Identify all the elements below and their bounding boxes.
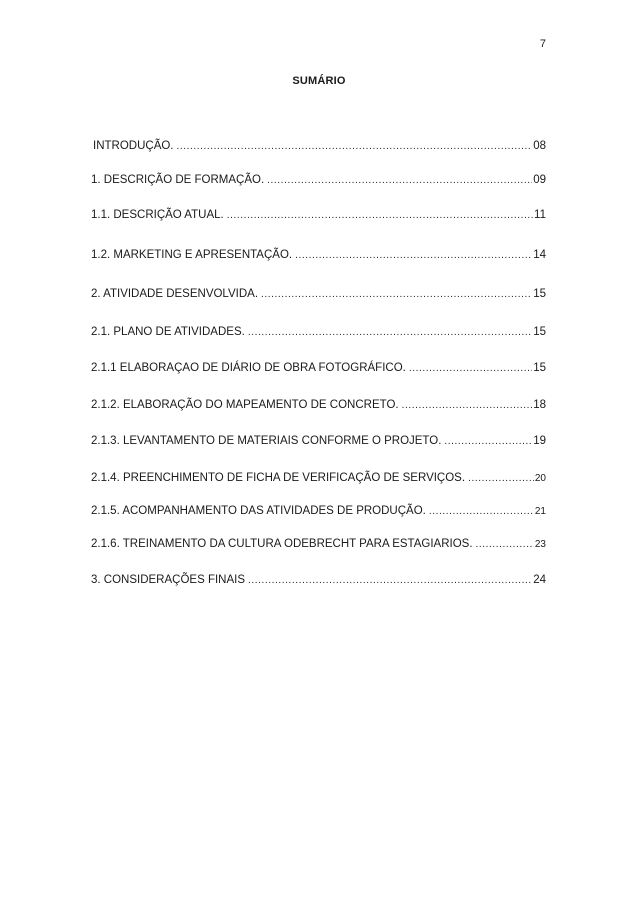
toc-entry-page: 23 (534, 539, 546, 550)
toc-entry-label: 2.1.3. LEVANTAMENTO DE MATERIAIS CONFORME O PROJETO. (91, 435, 442, 447)
toc-entry-leader (267, 173, 532, 189)
toc-entry (91, 572, 546, 589)
toc-entry-leader (261, 287, 532, 303)
toc-entry (91, 247, 546, 264)
toc-entry-page: 14 (533, 249, 546, 261)
toc-entry-leader (468, 471, 534, 487)
toc-entry-page: 15 (533, 288, 546, 300)
toc-entry-leader (227, 208, 533, 224)
toc-entry (91, 503, 546, 520)
toc-entry (91, 536, 546, 553)
toc-entry-page: 20 (534, 473, 546, 484)
toc-entry (91, 470, 546, 487)
toc-entry-leader (248, 325, 532, 341)
toc-entry-page: 18 (533, 399, 546, 411)
toc-entry-leader (409, 361, 532, 377)
toc-entry (91, 286, 546, 303)
toc-entry-leader (177, 139, 533, 155)
toc-entry-page: 09 (533, 174, 546, 186)
page-number: 7 (539, 38, 546, 50)
page-title: SUMÁRIO (292, 75, 346, 87)
toc-entry-leader (295, 248, 532, 264)
toc-entry-label: 2.1.6. TREINAMENTO DA CULTURA ODEBRECHT PARA ESTAGIARIOS. (91, 538, 473, 550)
toc-entry-leader (402, 398, 533, 414)
toc-entry-label: 1.2. MARKETING E APRESENTAÇÃO. (91, 249, 293, 261)
toc-entry (91, 397, 546, 414)
toc-entry-label: 2. ATIVIDADE DESENVOLVIDA. (91, 288, 259, 300)
toc-entry (91, 433, 546, 450)
toc-entry-page: 15 (533, 326, 546, 338)
toc-entry-label: 2.1.1 ELABORAÇAO DE DIÁRIO DE OBRA FOTOGRÁFICO. (91, 362, 406, 374)
toc-entry-label: INTRODUÇÃO. (93, 140, 174, 152)
toc-entry (93, 138, 546, 155)
toc-entry (91, 324, 546, 341)
toc-entry-page: 15 (533, 362, 546, 374)
toc-entry (91, 360, 546, 377)
toc-entry (91, 172, 546, 189)
toc-entry-leader (476, 537, 534, 553)
toc-entry-label: 2.1.4. PREENCHIMENTO DE FICHA DE VERIFICAÇÃO DE SERVIÇOS. (91, 472, 466, 484)
toc-entry-label: 2.1.2. ELABORAÇÃO DO MAPEAMENTO DE CONCRETO. (91, 399, 399, 411)
toc-entry-label: 2.1. PLANO DE ATIVIDADES. (91, 326, 245, 338)
toc-entry-page: 24 (533, 574, 546, 586)
toc-entry-page: 08 (533, 140, 546, 152)
toc-entry-leader (429, 504, 534, 520)
toc-entry-leader (444, 434, 532, 450)
toc-entry-label: 1. DESCRIÇÃO DE FORMAÇÃO. (91, 174, 265, 186)
toc-entry-leader (248, 573, 532, 589)
toc-entry (91, 207, 546, 224)
toc-entry-label: 2.1.5. ACOMPANHAMENTO DAS ATIVIDADES DE PRODUÇÃO. (91, 505, 426, 517)
toc-entry-page: 21 (534, 506, 546, 517)
toc-entry-label: 1.1. DESCRIÇÃO ATUAL. (91, 209, 224, 221)
toc-entry-page: 19 (533, 435, 546, 447)
toc-entry-page: 11 (534, 209, 546, 221)
toc-entry-label: 3. CONSIDERAÇÕES FINAIS (91, 574, 246, 586)
